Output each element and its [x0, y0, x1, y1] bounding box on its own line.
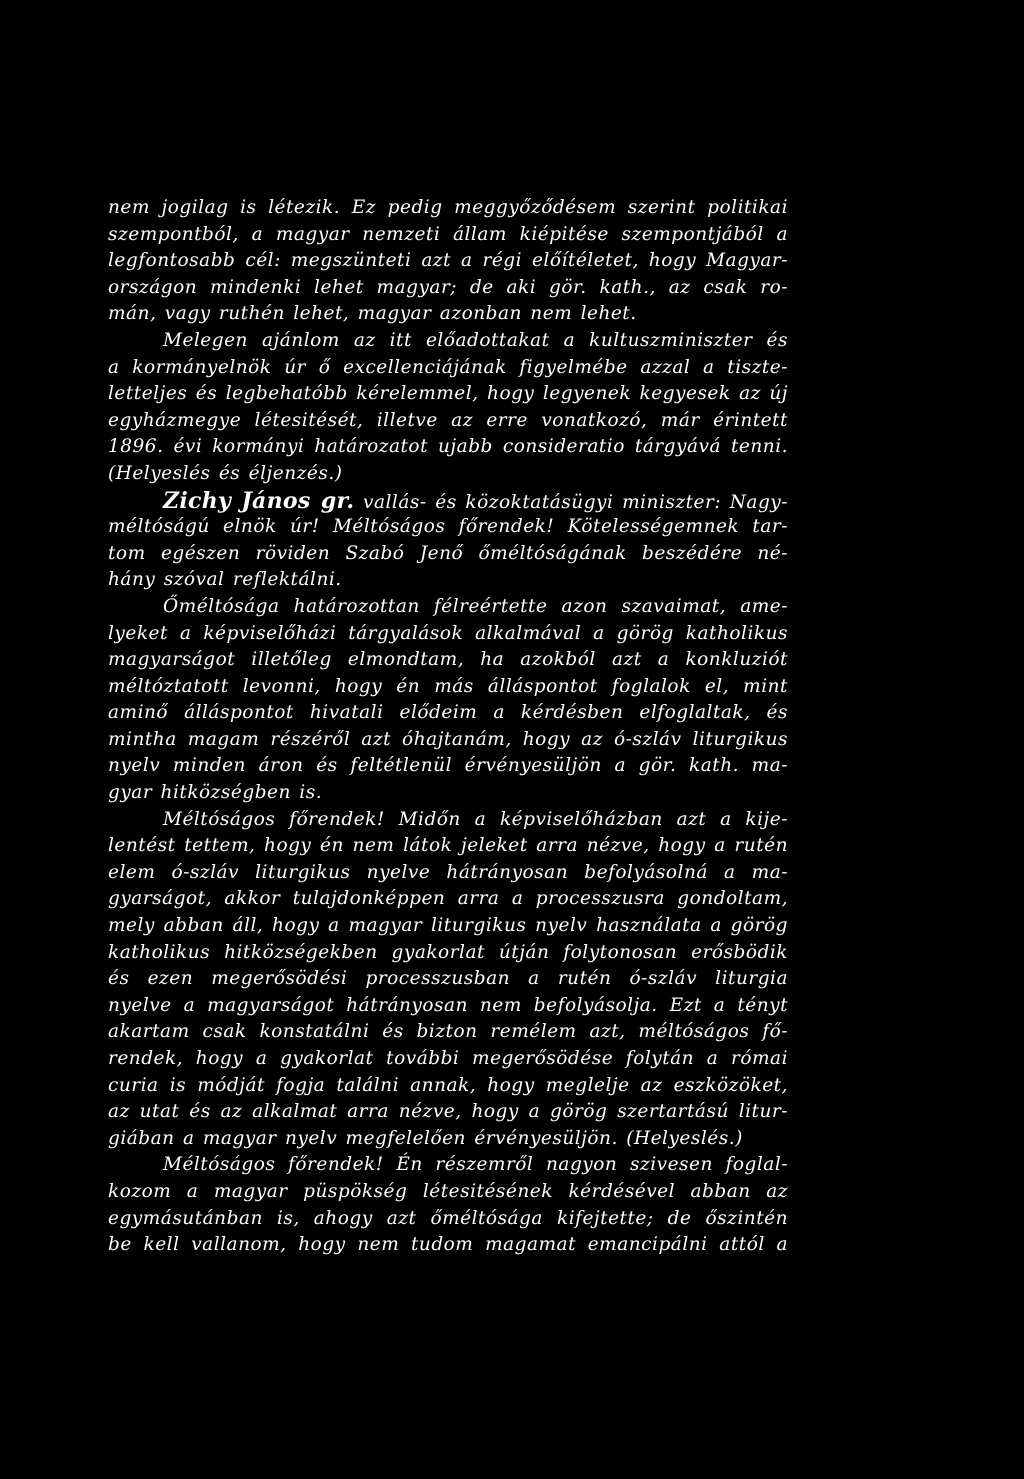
text-line: elem ó-szláv liturgikus nyelve hátrányosan befolyásolná a ma-	[108, 861, 788, 883]
speech-paragraph	[108, 488, 788, 594]
text-line: Méltóságos főrendek! Midőn a képviselőházban azt a kije-	[163, 808, 788, 830]
text-line: mely abban áll, hogy a magyar liturgikus nyelv használata a görög	[108, 915, 788, 937]
text-line: aminő álláspontot hivatali elődeim a kérdésben elfoglaltak, és	[108, 702, 788, 724]
text-line: lentést tettem, hogy én nem látok jeleket arra nézve, hogy a rutén	[108, 835, 788, 857]
text-line: magyarságot illetőleg elmondtam, ha azokból azt a konkluziót	[108, 649, 788, 671]
text-line: az utat és az alkalmat arra nézve, hogy a görög szertartású litur-	[108, 1101, 788, 1123]
text-line: a kormányelnök úr ő excellenciájának figyelmébe azzal a tiszte-	[108, 356, 788, 378]
text-line: mán, vagy ruthén lehet, magyar azonban nem lehet.	[108, 303, 637, 325]
text-line: szempontból, a magyar nemzeti állam kiépitése szempontjából a	[108, 223, 788, 245]
text-line	[108, 488, 788, 515]
text-line: letteljes és legbehatóbb kérelemmel, hogy legyenek kegyesek az új	[108, 383, 788, 405]
text-paragraph	[108, 1152, 788, 1258]
text-line: egyházmegye létesitését, illetve az erre vonatkozó, már érintett	[108, 409, 788, 431]
text-line: nem jogilag is létezik. Ez pedig meggyőződésem szerint politikai	[108, 197, 788, 218]
text-line: tom egészen röviden Szabó Jenő őméltóságának beszédére né-	[108, 542, 788, 564]
text-line: legfontosabb cél: megszünteti azt a régi előítéletet, hogy Magyar-	[108, 250, 788, 272]
text-line: nyelve a magyarságot hátrányosan nem befolyásolja. Ezt a tényt	[108, 994, 788, 1016]
speaker-title: vallás- és közoktatásügyi miniszter: Nagy-	[363, 491, 789, 513]
text-line: egymásutánban is, ahogy azt őméltósága kifejtette; de őszintén	[108, 1207, 788, 1229]
document-page	[108, 195, 788, 1259]
text-line: országon mindenki lehet magyar; de aki gör. kath., az csak ro-	[108, 276, 788, 298]
text-line: (Helyeslés és éljenzés.)	[108, 462, 343, 484]
text-line: nyelv minden áron és feltétlenül érvényesüljön a gör. kath. ma-	[108, 755, 788, 777]
text-line: hány szóval reflektálni.	[108, 569, 342, 591]
text-line: méltóságú elnök úr! Méltóságos főrendek! Kötelességemnek tar-	[108, 516, 788, 538]
text-line: lyeket a képviselőházi tárgyalások alkalmával a görög katholikus	[108, 622, 788, 644]
text-line: Őméltósága határozottan félreértette azon szavaimat, ame-	[163, 595, 788, 617]
text-paragraph	[108, 195, 788, 328]
text-line: kozom a magyar püspökség létesitésének kérdésével abban az	[108, 1180, 788, 1202]
text-line: curia is módját fogja találni annak, hogy meglelje az eszközöket,	[108, 1074, 788, 1096]
text-line: gyarságot, akkor tulajdonképpen arra a processzusra gondoltam,	[108, 888, 788, 910]
text-paragraph	[108, 594, 788, 807]
text-line: gyar hitközségben is.	[108, 782, 323, 804]
text-line: akartam csak konstatálni és bizton remélem azt, méltóságos fő-	[108, 1021, 788, 1043]
speaker-name: Zichy János gr.	[163, 487, 355, 514]
text-line: Melegen ajánlom az itt előadottakat a kultuszminiszter és	[163, 329, 788, 351]
text-line: giában a magyar nyelv megfelelően érvényesüljön. (Helyeslés.)	[108, 1127, 743, 1149]
text-line: rendek, hogy a gyakorlat további megerősödése folytán a római	[108, 1048, 788, 1069]
text-line: Méltóságos főrendek! Én részemről nagyon szivesen foglal-	[163, 1154, 788, 1176]
text-line: méltóztatott levonni, hogy én más álláspontot foglalok el, mint	[108, 675, 788, 697]
text-paragraph	[108, 328, 788, 488]
text-line: és ezen megerősödési processzusban a rutén ó-szláv liturgia	[108, 968, 788, 990]
text-line: mintha magam részéről azt óhajtanám, hogy az ó-szláv liturgikus	[108, 728, 788, 750]
text-line: 1896. évi kormányi határozatot ujabb consideratio tárgyává tenni.	[108, 436, 788, 458]
text-paragraph	[108, 807, 788, 1153]
text-line: katholikus hitközségekben gyakorlat útján folytonosan erősbödik	[108, 941, 788, 963]
text-line: be kell vallanom, hogy nem tudom magamat emancipálni attól a	[108, 1234, 788, 1256]
